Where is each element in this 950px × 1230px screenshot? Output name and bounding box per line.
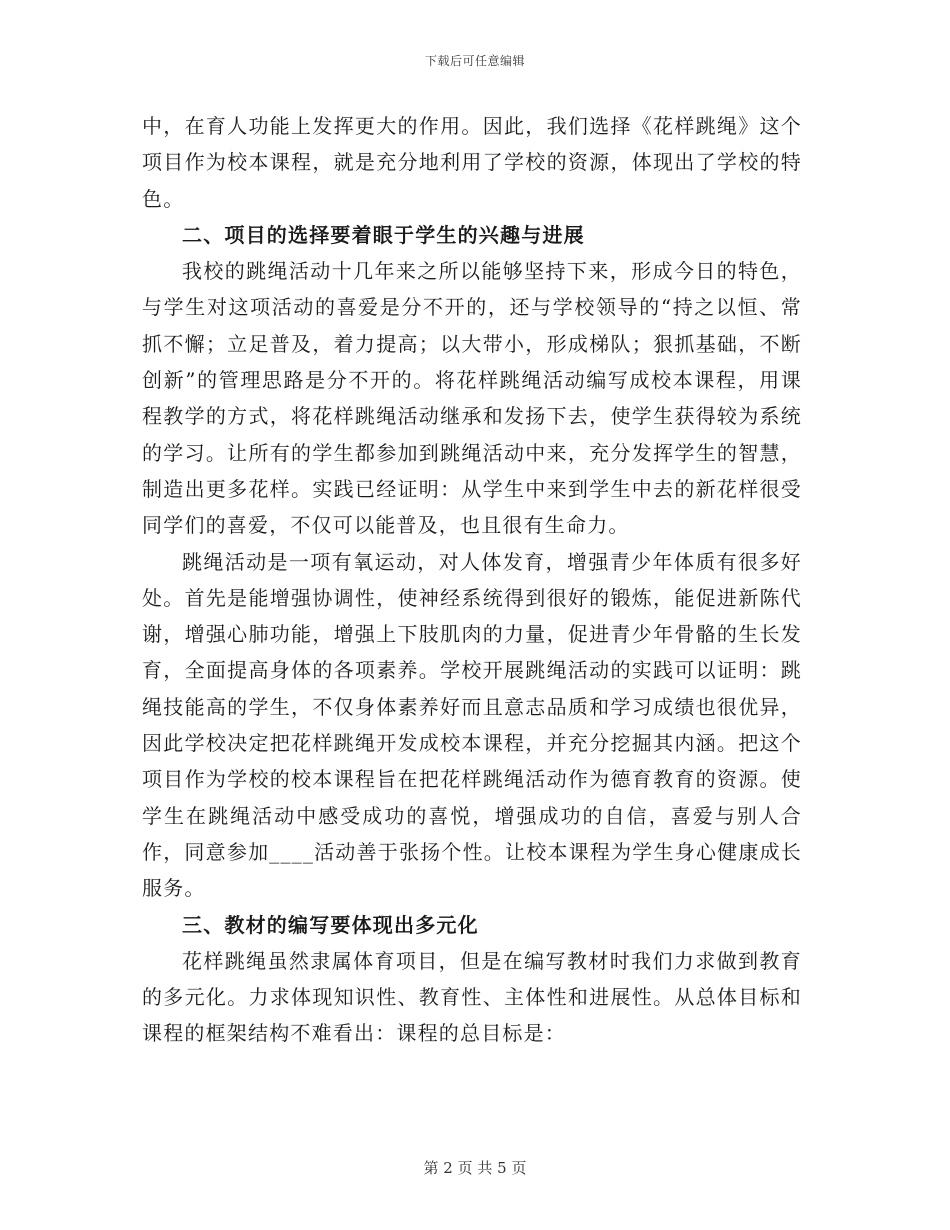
paragraph-continuation: 中，在育人功能上发挥更大的作用。因此，我们选择《花样跳绳》这个项目作为校本课程，就是充分地利用了学校的资源，体现出了学校的特色。 xyxy=(142,114,802,211)
page-footer: 第 2 页 共 5 页 xyxy=(423,1159,527,1177)
section-heading-2: 二、项目的选择要着眼于学生的兴趣与进展 xyxy=(182,222,585,247)
paragraph-3: 跳绳活动是一项有氧运动，对人体发育，增强青少年体质有很多好处。首先是能增强协调性，使神经系统得到很好的锻炼，能促进新陈代谢，增强心肺功能，增强上下肢肌肉的力量，促进青少年骨骼的生长发育，全面提高身体的各项素养。学校开展跳绳活动的实践可以证明：跳绳技能高的学生，不仅身体素养好而且意志品质和学习成绩也很优异，因此学校决定把花样跳绳开发成校本课程，并充分挖掘其内涵。把这个项目作为学校的校本课程旨在把花样跳绳活动作为德育教育的资源。使学生在跳绳活动中感受成功的喜悦，增强成功的自信，喜爱与别人合作，同意参加____活动善于张扬个性。让校本课程为学生身心健康成长服务。 xyxy=(142,549,802,901)
page-header: 下载后可任意编辑 xyxy=(424,54,525,68)
section-heading-3: 三、教材的编写要体现出多元化 xyxy=(182,912,479,937)
paragraph-4: 花样跳绳虽然隶属体育项目，但是在编写教材时我们力求做到教育的多元化。力求体现知识性、教育性、主体性和进展性。从总体目标和课程的框架结构不难看出：课程的总目标是： xyxy=(142,948,802,1046)
document-body xyxy=(142,108,802,1052)
paragraph-2: 我校的跳绳活动十几年来之所以能够坚持下来，形成今日的特色，与学生对这项活动的喜爱是分不开的，还与学校领导的“持之以恒、常抓不懈；立足普及，着力提高；以大带小，形成梯队；狠抓基础，不断创新”的管理思路是分不开的。将花样跳绳活动编写成校本课程，用课程教学的方式，将花样跳绳活动继承和发扬下去，使学生获得较为系统的学习。让所有的学生都参加到跳绳活动中来，充分发挥学生的智慧，制造出更多花样。实践已经证明：从学生中来到学生中去的新花样很受同学们的喜爱，不仅可以能普及，也且很有生命力。 xyxy=(142,259,802,538)
